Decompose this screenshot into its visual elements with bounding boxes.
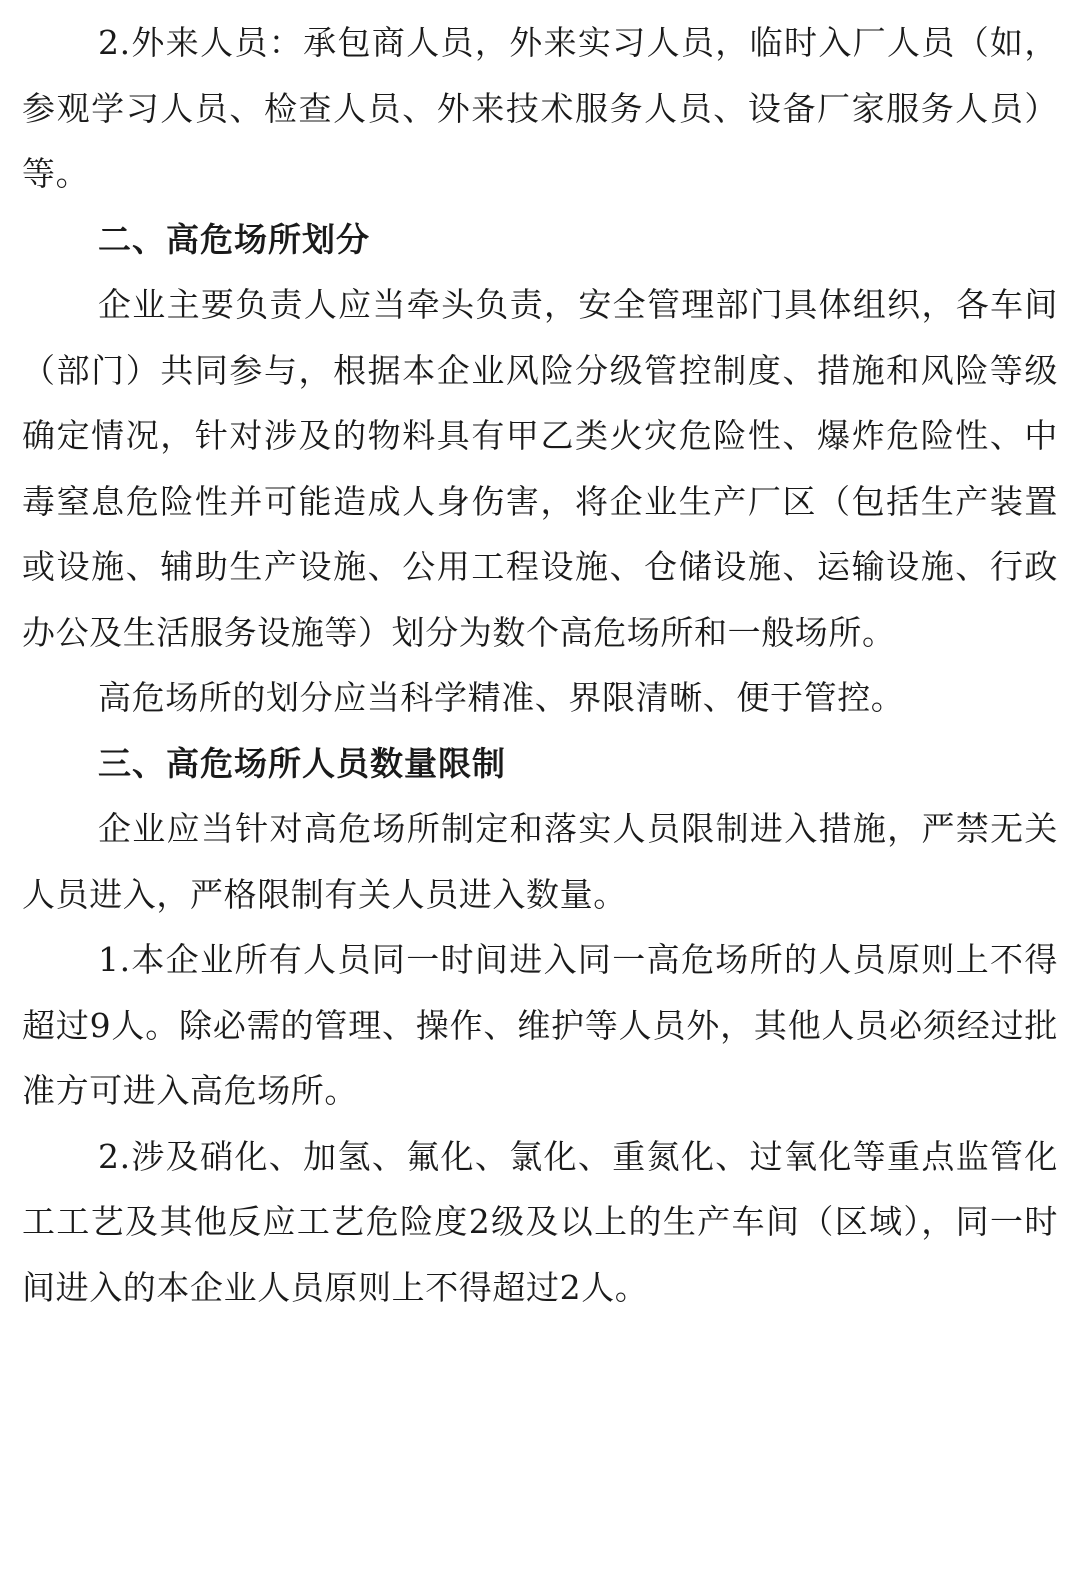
section-heading-3: 三、高危场所人员数量限制 (98, 743, 506, 783)
paragraph-division-responsibility: 企业主要负责人应当牵头负责，安全管理部门具体组织，各车间（部门）共同参与，根据本企业风险分级管控制度、措施和风险等级确定情况，针对涉及的物料具有甲乙类火灾危险性、爆炸危险性、中毒窒息危险性并可能造成人身伤害，将企业生产厂区（包括生产装置或设施、辅助生产设施、公用工程设施、仓储设施、运输设施、行政办公及生活服务设施等）划分为数个高危场所和一般场所。 (22, 285, 1058, 652)
section-heading-2: 二、高危场所划分 (98, 219, 370, 259)
paragraph-limit-2-persons: 2.涉及硝化、加氢、氟化、氯化、重氮化、过氧化等重点监管化工工艺及其他反应工艺危险度2级及以上的生产车间（区域），同一时间进入的本企业人员原则上不得超过2人。 (22, 1136, 1058, 1307)
paragraph-external-personnel: 2.外来人员：承包商人员，外来实习人员，临时入厂人员（如，参观学习人员、检查人员、外来技术服务人员、设备厂家服务人员）等。 (22, 23, 1058, 193)
paragraph-limit-9-persons: 1.本企业所有人员同一时间进入同一高危场所的人员原则上不得超过9人。除必需的管理、操作、维护等人员外，其他人员必须经过批准方可进入高危场所。 (22, 940, 1058, 1110)
paragraph-restriction-measures: 企业应当针对高危场所制定和落实人员限制进入措施，严禁无关人员进入，严格限制有关人员进入数量。 (22, 809, 1058, 914)
paragraph-division-principle: 高危场所的划分应当科学精准、界限清晰、便于管控。 (98, 678, 905, 717)
document-page (22, 0, 1058, 1320)
